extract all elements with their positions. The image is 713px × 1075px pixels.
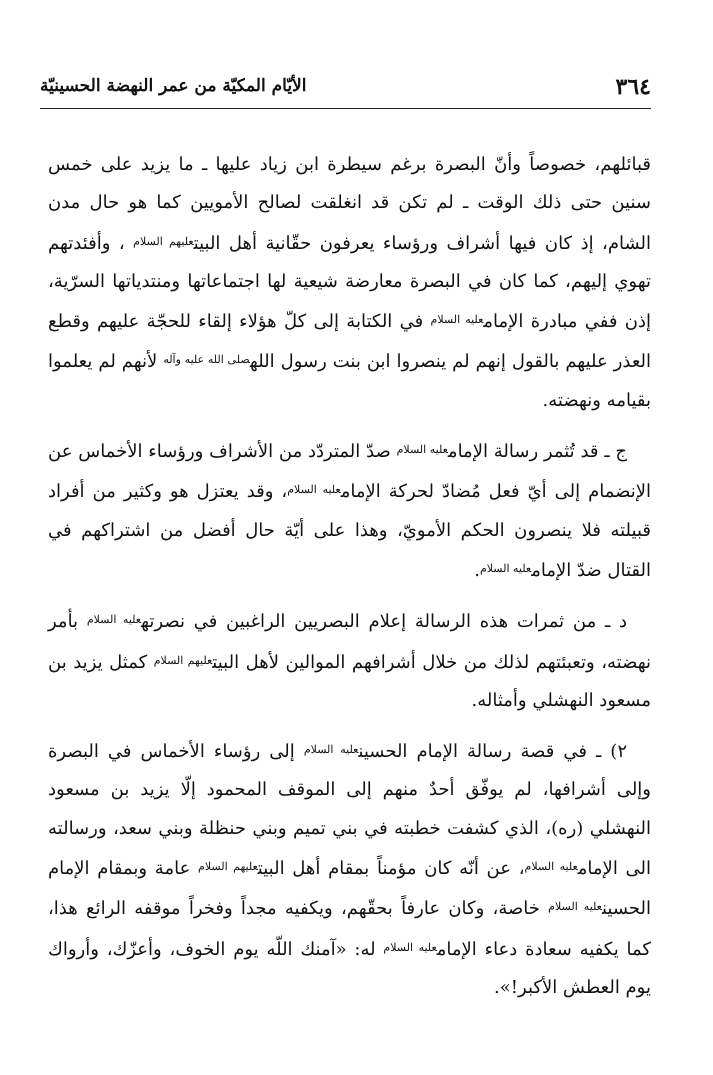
honorific-mark: عليه السلام (396, 443, 448, 457)
text-run: عامة وبمقام الإمام الحسين (48, 858, 651, 920)
honorific-mark: عليه السلام (86, 613, 142, 627)
honorific-mark: عليه السلام (383, 940, 437, 954)
text-run: د ـ من ثمرات هذه الرسالة إعلام البصريين الراغبين في نصرته (141, 611, 627, 633)
text-run: كمثل يزيد بن مسعود النهشلي وأمثاله. (48, 651, 651, 711)
honorific-mark: صلى الله عليه وآله (163, 353, 250, 367)
page-header (40, 72, 651, 106)
honorific-mark: عليه السلام (430, 313, 484, 327)
honorific-mark: عليه السلام (287, 483, 341, 497)
running-title: الأيّام المكيّة من عمر النهضة الحسينيّة (40, 76, 307, 96)
text-run: قبائلهم، خصوصاً وأنّ البصرة برغم سيطرة ابن زياد عليها ـ ما يزيد على خمس سنين حتى ذلك الوقت ـ لم تكن قد انغلقت لصالح الأمويين كما هو حال مدن الشام، إذ كان فيها أشراف ورؤساء يعرفون حقّانية أهل البيت (48, 154, 652, 254)
honorific-mark: عليهم السلام (153, 653, 213, 667)
honorific-mark: عليه السلام (303, 743, 359, 757)
text-run: له: «آمنك اللّه يوم الخوف، وأعزّك، وأرواك يوم العطش الأكبر!». (48, 938, 651, 998)
text-run: صدّ المتردّد من الأشراف ورؤساء الأخماس عن الإنضمام إلى أيّ فعل مُضادّ لحركة الإمام (48, 441, 652, 503)
text-run: ٢) ـ في قصة رسالة الإمام الحسين (358, 741, 627, 763)
honorific-mark: عليهم السلام (133, 234, 194, 248)
text-run: . (474, 559, 480, 581)
text-run: في الكتابة إلى كلّ هؤلاء إلقاء للحجّة عليهم وقطع العذر عليهم بالقول إنهم لم ينصروا ابن بنت رسول الله (48, 311, 652, 373)
text-run: ج ـ قد تُثمر رسالة الإمام (447, 441, 627, 463)
honorific-mark: عليهم السلام (198, 860, 258, 874)
text-run: لأنهم لم يعلموا بقيامه ونهضته. (48, 351, 651, 411)
honorific-mark: عليه السلام (524, 860, 578, 874)
header-divider (40, 108, 651, 109)
text-run: ، عن أنّه كان مؤمناً بمقام أهل البيت (257, 858, 525, 880)
text-run: بأمر نهضته، وتعبئتهم لذلك من خلال أشرافهم الموالين لأهل البيت (48, 611, 652, 673)
text-run: خاصة، وكان عارفاً بحقّهم، ويكفيه مجداً وفخراً موقفه الرائع هذا، كما يكفيه سعادة دعاء الإمام (48, 898, 652, 960)
honorific-mark: عليه السلام (479, 561, 532, 575)
paragraph (48, 731, 651, 1007)
honorific-mark: عليه السلام (548, 900, 602, 914)
body-text (48, 146, 651, 1018)
paragraph (48, 146, 651, 420)
text-run: إلى رؤساء الأخماس في البصرة وإلى أشرافها، لم يوفّق أحدٌ منهم إلى الموقف المحمود إلّا يزيد بن مسعود النهشلي (ره)، الذي كشفت خطبته في بني تميم وبني حنظلة وبني سعد، ورسالته الى الإمام (48, 741, 652, 880)
text-run: ، وأفئدتهم تهوي إليهم، كما كان في البصرة معارضة شيعية لها اجتماعاتها ومنتدياتها السرّية، إذن ففي مبادرة الإمام (48, 232, 651, 333)
paragraph (48, 601, 651, 720)
paragraph (48, 431, 651, 590)
text-run: ، وقد يعتزل هو وكثير من أفراد قبيلته فلا ينصرون الحكم الأمويّ، وهذا على أيّة حال أفضل من اشتراكهم في القتال ضدّ الإمام (48, 481, 651, 581)
page-number: ٣٦٤ (615, 74, 651, 100)
